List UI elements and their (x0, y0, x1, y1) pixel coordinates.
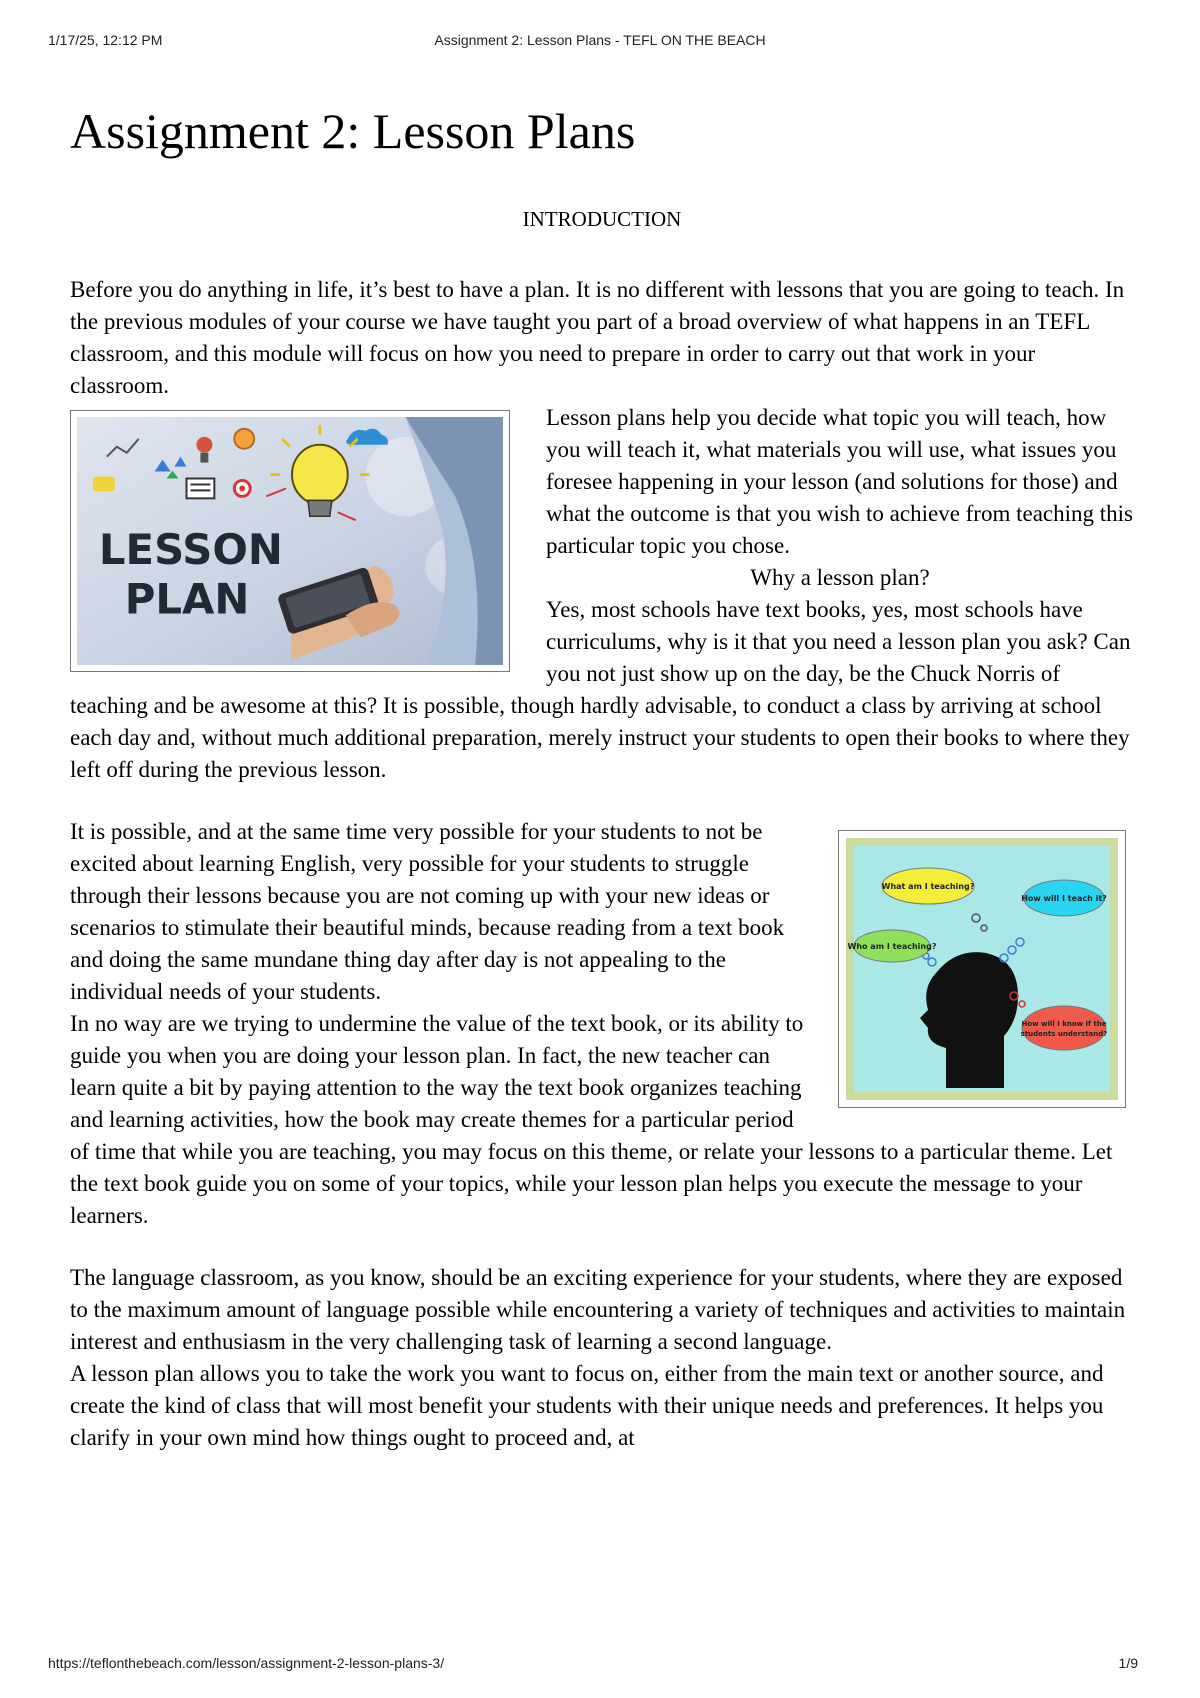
thinking-head-illustration (846, 838, 1118, 1100)
bubble-know-1: How will I know if the (1021, 1020, 1107, 1028)
page-title: Assignment 2: Lesson Plans (70, 103, 636, 159)
subheading-why: Why a lesson plan? (750, 565, 930, 590)
paragraph-excited: It is possible, and at the same time very possible for your students to not be excited about learning English, very possible for your students to struggle through their lessons because you are not coming up with your new ideas or scenarios to stimulate their beautiful minds, because reading from a text book and doing the same mundane thing day after day is not appealing to the individual needs of your students. (70, 819, 785, 1004)
paragraph-why: Yes, most schools have text books, yes, most schools have curriculums, why is it that you need a lesson plan you ask? Can you not just show up on the day, be the Chuck Norris of teaching and be awesome at this? It is possible, though hardly advisable, to conduct a class by arriving at school each day and, without much additional preparation, merely instruct your students to open their books to where they left off during the previous lesson. (70, 597, 1131, 782)
paragraph-intro: Before you do anything in life, it’s best to have a plan. It is no different with lessons that you are going to teach. In the previous modules of your course we have taught you part of a broad overview of what happens in an TEFL classroom, and this module will focus on how you need to prepare in order to carry out that work in your classroom. (70, 277, 1125, 398)
plan-text: PLAN (124, 574, 250, 624)
print-url: https://teflonthebeach.com/lesson/assignment-2-lesson-plans-3/ (48, 1655, 445, 1671)
bubble-how: How will I teach it? (1021, 894, 1107, 903)
bubble-know-2: students understand? (1020, 1030, 1108, 1038)
lesson-plan-illustration (77, 417, 503, 665)
lesson-plan-image (70, 410, 510, 672)
print-page-title: Assignment 2: Lesson Plans - TEFL ON THE BEACH (434, 32, 766, 48)
paragraph-allows: A lesson plan allows you to take the work you want to focus on, either from the main text or another source, and create the kind of class that will most benefit your students with their unique needs and preferences. It helps you clarify in your own mind how things ought to proceed and, at (70, 1361, 1104, 1450)
bubble-what: What am I teaching? (881, 882, 975, 891)
paragraph-textbook: In no way are we trying to undermine the value of the text book, or its ability to guide you when you are doing your lesson plan. In fact, the new teacher can learn quite a bit by paying attention to the way the text book organizes teaching and learning activities, how the book may create themes for a particular period of time that while you are teaching, you may focus on this theme, or relate your lessons to a particular theme. Let the text book guide you on some of your topics, while your lesson plan helps you execute the message to your learners. (70, 1011, 1113, 1228)
paragraph-lesson-plans: Lesson plans help you decide what topic you will teach, how you will teach it, what materials you will use, what issues you foresee happening in your lesson (and solutions for those) and what the outcome is that you wish to achieve from teaching this particular topic you chose. (546, 405, 1133, 558)
page-number: 1/9 (1118, 1655, 1138, 1671)
article-content (70, 96, 1134, 1454)
intro-heading: INTRODUCTION (522, 207, 682, 231)
print-datetime: 1/17/25, 12:12 PM (48, 32, 163, 48)
paragraph-classroom: The language classroom, as you know, should be an exciting experience for your students, where they are exposed to the maximum amount of language possible while encountering a variety of techniques and activities to maintain interest and enthusiasm in the very challenging task of learning a second language. (70, 1265, 1126, 1354)
bubble-who: Who am I teaching? (847, 942, 937, 951)
lesson-text: LESSON (98, 524, 283, 574)
thinking-head-image (838, 830, 1126, 1108)
